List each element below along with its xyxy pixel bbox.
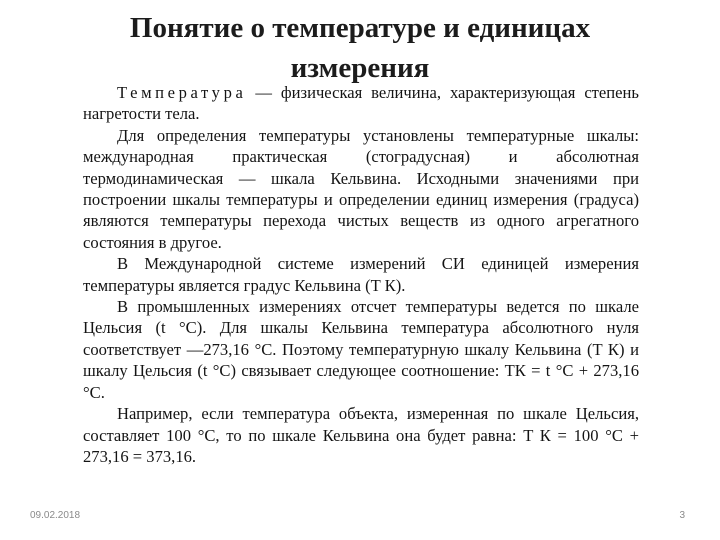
paragraph-definition bbox=[83, 82, 639, 125]
slide-title-line-1: Понятие о температуре и единицах bbox=[129, 12, 591, 44]
term-temperature: Температура bbox=[117, 83, 247, 102]
scanned-text-block bbox=[83, 82, 639, 467]
slide-title-line-2: измерения bbox=[290, 52, 430, 84]
page-number: 3 bbox=[679, 510, 685, 521]
definition-text: — физическая величина, характеризующая степень нагретости тела. bbox=[83, 83, 639, 124]
footer-date: 09.02.2018 bbox=[30, 510, 81, 521]
paragraph-celsius-kelvin: В промышленных измерениях отсчет температуры ведется по шкале Цельсия (t °С). Для шкалы Кельвина температура абсолютного нуля соответствует —273,16 °С. Поэтому температурную шкалу Кельвина (T К) и шкалу Цельсия (t °С) связывает следующее соотношение: TК = t °С + 273,16 °С. bbox=[83, 297, 639, 402]
paragraph-scales: Для определения температуры установлены температурные шкалы: международная практическая (стоградусная) и абсолютная термодинамическая — шкала Кельвина. Исходными значениями при построении шкалы температуры и определении единиц измерения (градуса) являются температуры перехода чистых веществ из одного агрегатного состояния в другое. bbox=[83, 125, 639, 252]
paragraph-example: Например, если температура объекта, измеренная по шкале Цельсия, составляет 100 °С, то по шкале Кельвина она будет равна: T К = 100 °С + 273,16 = 373,16. bbox=[83, 404, 639, 466]
slide-title bbox=[60, 8, 660, 88]
paragraph-si-unit: В Международной системе измерений СИ единицей измерения температуры является градус Кельвина (T К). bbox=[83, 254, 639, 295]
